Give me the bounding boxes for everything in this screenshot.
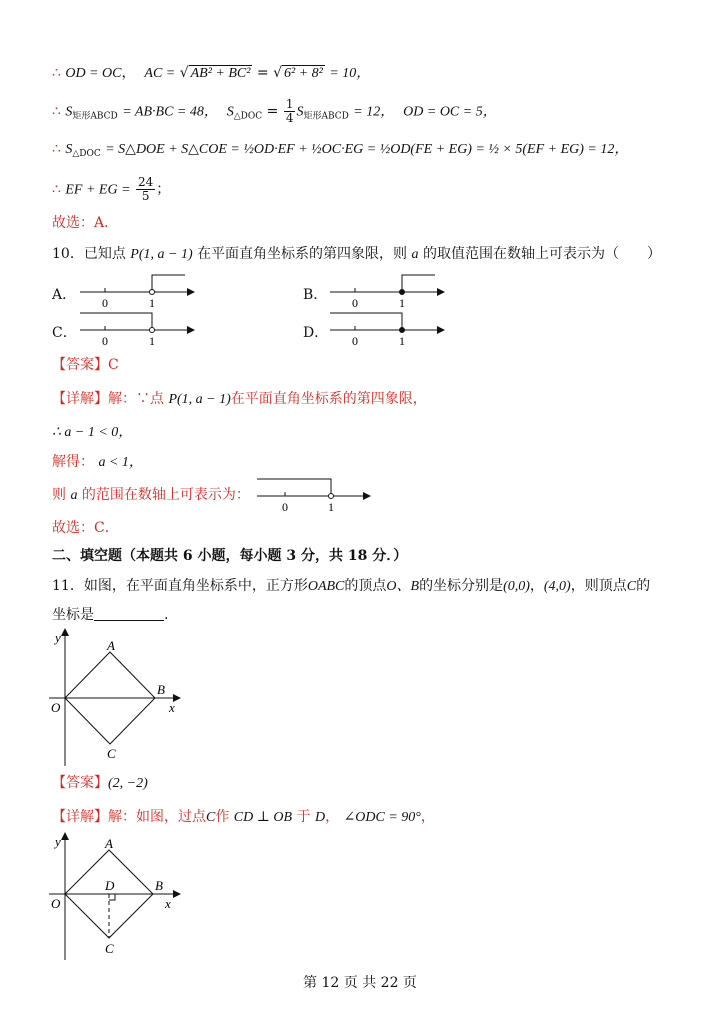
svg-text:1: 1	[328, 500, 334, 514]
svg-text:A: A	[107, 638, 115, 653]
q11-figure	[45, 628, 195, 768]
option-a-numberline	[75, 270, 195, 312]
q10-step-3: 则 a 的范围在数轴上可表示为：	[52, 487, 250, 503]
option-c-numberline	[75, 308, 195, 350]
q11-detail: 【详解】解：如图，过点C作 CD ⊥ OB 于 D， ∠ODC = 90°，	[52, 809, 435, 825]
q10-step-2: 解得： a < 1，	[52, 454, 143, 470]
svg-text:1: 1	[399, 296, 405, 310]
svg-text:0: 0	[282, 500, 288, 514]
svg-text:O: O	[51, 896, 61, 911]
q11-answer: 【答案】(2, −2)	[52, 775, 148, 791]
svg-text:A: A	[105, 836, 113, 851]
solution-line-1: ∴ OD = OC， AC = √ AB² + BC² = √ 6² + 8² = 10，	[52, 65, 371, 81]
option-d-label: D．	[303, 325, 329, 341]
q10-final-answer: 故选：C．	[52, 520, 119, 536]
svg-text:O: O	[51, 700, 61, 715]
option-c-label: C．	[52, 325, 77, 341]
question-11: 11．如图，在平面直角坐标系中，正方形OABC的顶点O、B的坐标分别是(0,0)，(4,0)，则顶点C的	[52, 578, 651, 594]
svg-text:x: x	[165, 896, 171, 911]
page-footer: 第 12 页 共 22 页	[303, 975, 417, 991]
q10-detail: 【详解】解：∵点 P(1, a − 1)在平面直角坐标系的第四象限，	[52, 391, 427, 407]
solution-line-4: ∴ EF + EG = $\frac{24}{5}$ ；	[52, 175, 171, 203]
q10-solution-numberline	[255, 474, 375, 516]
option-b-numberline	[325, 270, 445, 312]
svg-text:1: 1	[399, 334, 405, 348]
solution-9-answer: 故选：A．	[52, 215, 119, 231]
svg-text:0: 0	[352, 334, 358, 348]
solution-line-3: ∴ $S_{\triangle DOC}$ = S△DOE + S△COE = ½OD·EF + ½OC·EG = ½OD(FE + EG) = ½ × 5(EF + EG) = 12，	[52, 141, 629, 159]
q10-step-1: ∴ a − 1 < 0，	[52, 425, 133, 440]
svg-text:y: y	[55, 630, 61, 645]
svg-text:D: D	[105, 878, 115, 893]
svg-text:y: y	[55, 834, 61, 849]
option-b-label: B．	[303, 287, 328, 303]
svg-text:1: 1	[149, 296, 155, 310]
solution-line-2: ∴ $S_{矩形ABCD} = AB\cdot BC = 48$， $S_{\triangle DOC}$ = $\frac{1}{4}$ $S_{矩形ABCD} = 12$， OD = OC = 5，	[52, 97, 497, 125]
answer-blank	[94, 606, 164, 621]
svg-text:0: 0	[352, 296, 358, 310]
question-10: 10．已知点 P(1, a − 1) 在平面直角坐标系的第四象限，则 a 的取值范围在数轴上可表示为（ ）	[52, 246, 661, 262]
q11-detail-figure	[45, 832, 195, 962]
svg-text:C: C	[107, 746, 116, 761]
svg-text:0: 0	[102, 334, 108, 348]
q10-answer: 【答案】C	[52, 357, 119, 373]
svg-text:0: 0	[102, 296, 108, 310]
svg-text:B: B	[155, 878, 163, 893]
option-a-label: A．	[52, 287, 77, 303]
option-d-numberline	[325, 308, 445, 350]
section-2-title: 二、填空题（本题共 6 小题，每小题 3 分，共 18 分．）	[52, 548, 408, 564]
svg-text:C: C	[105, 941, 114, 956]
question-11-line-2: 坐标是 .	[52, 607, 169, 623]
svg-text:B: B	[157, 682, 165, 697]
svg-text:1: 1	[149, 334, 155, 348]
svg-text:x: x	[169, 700, 175, 715]
